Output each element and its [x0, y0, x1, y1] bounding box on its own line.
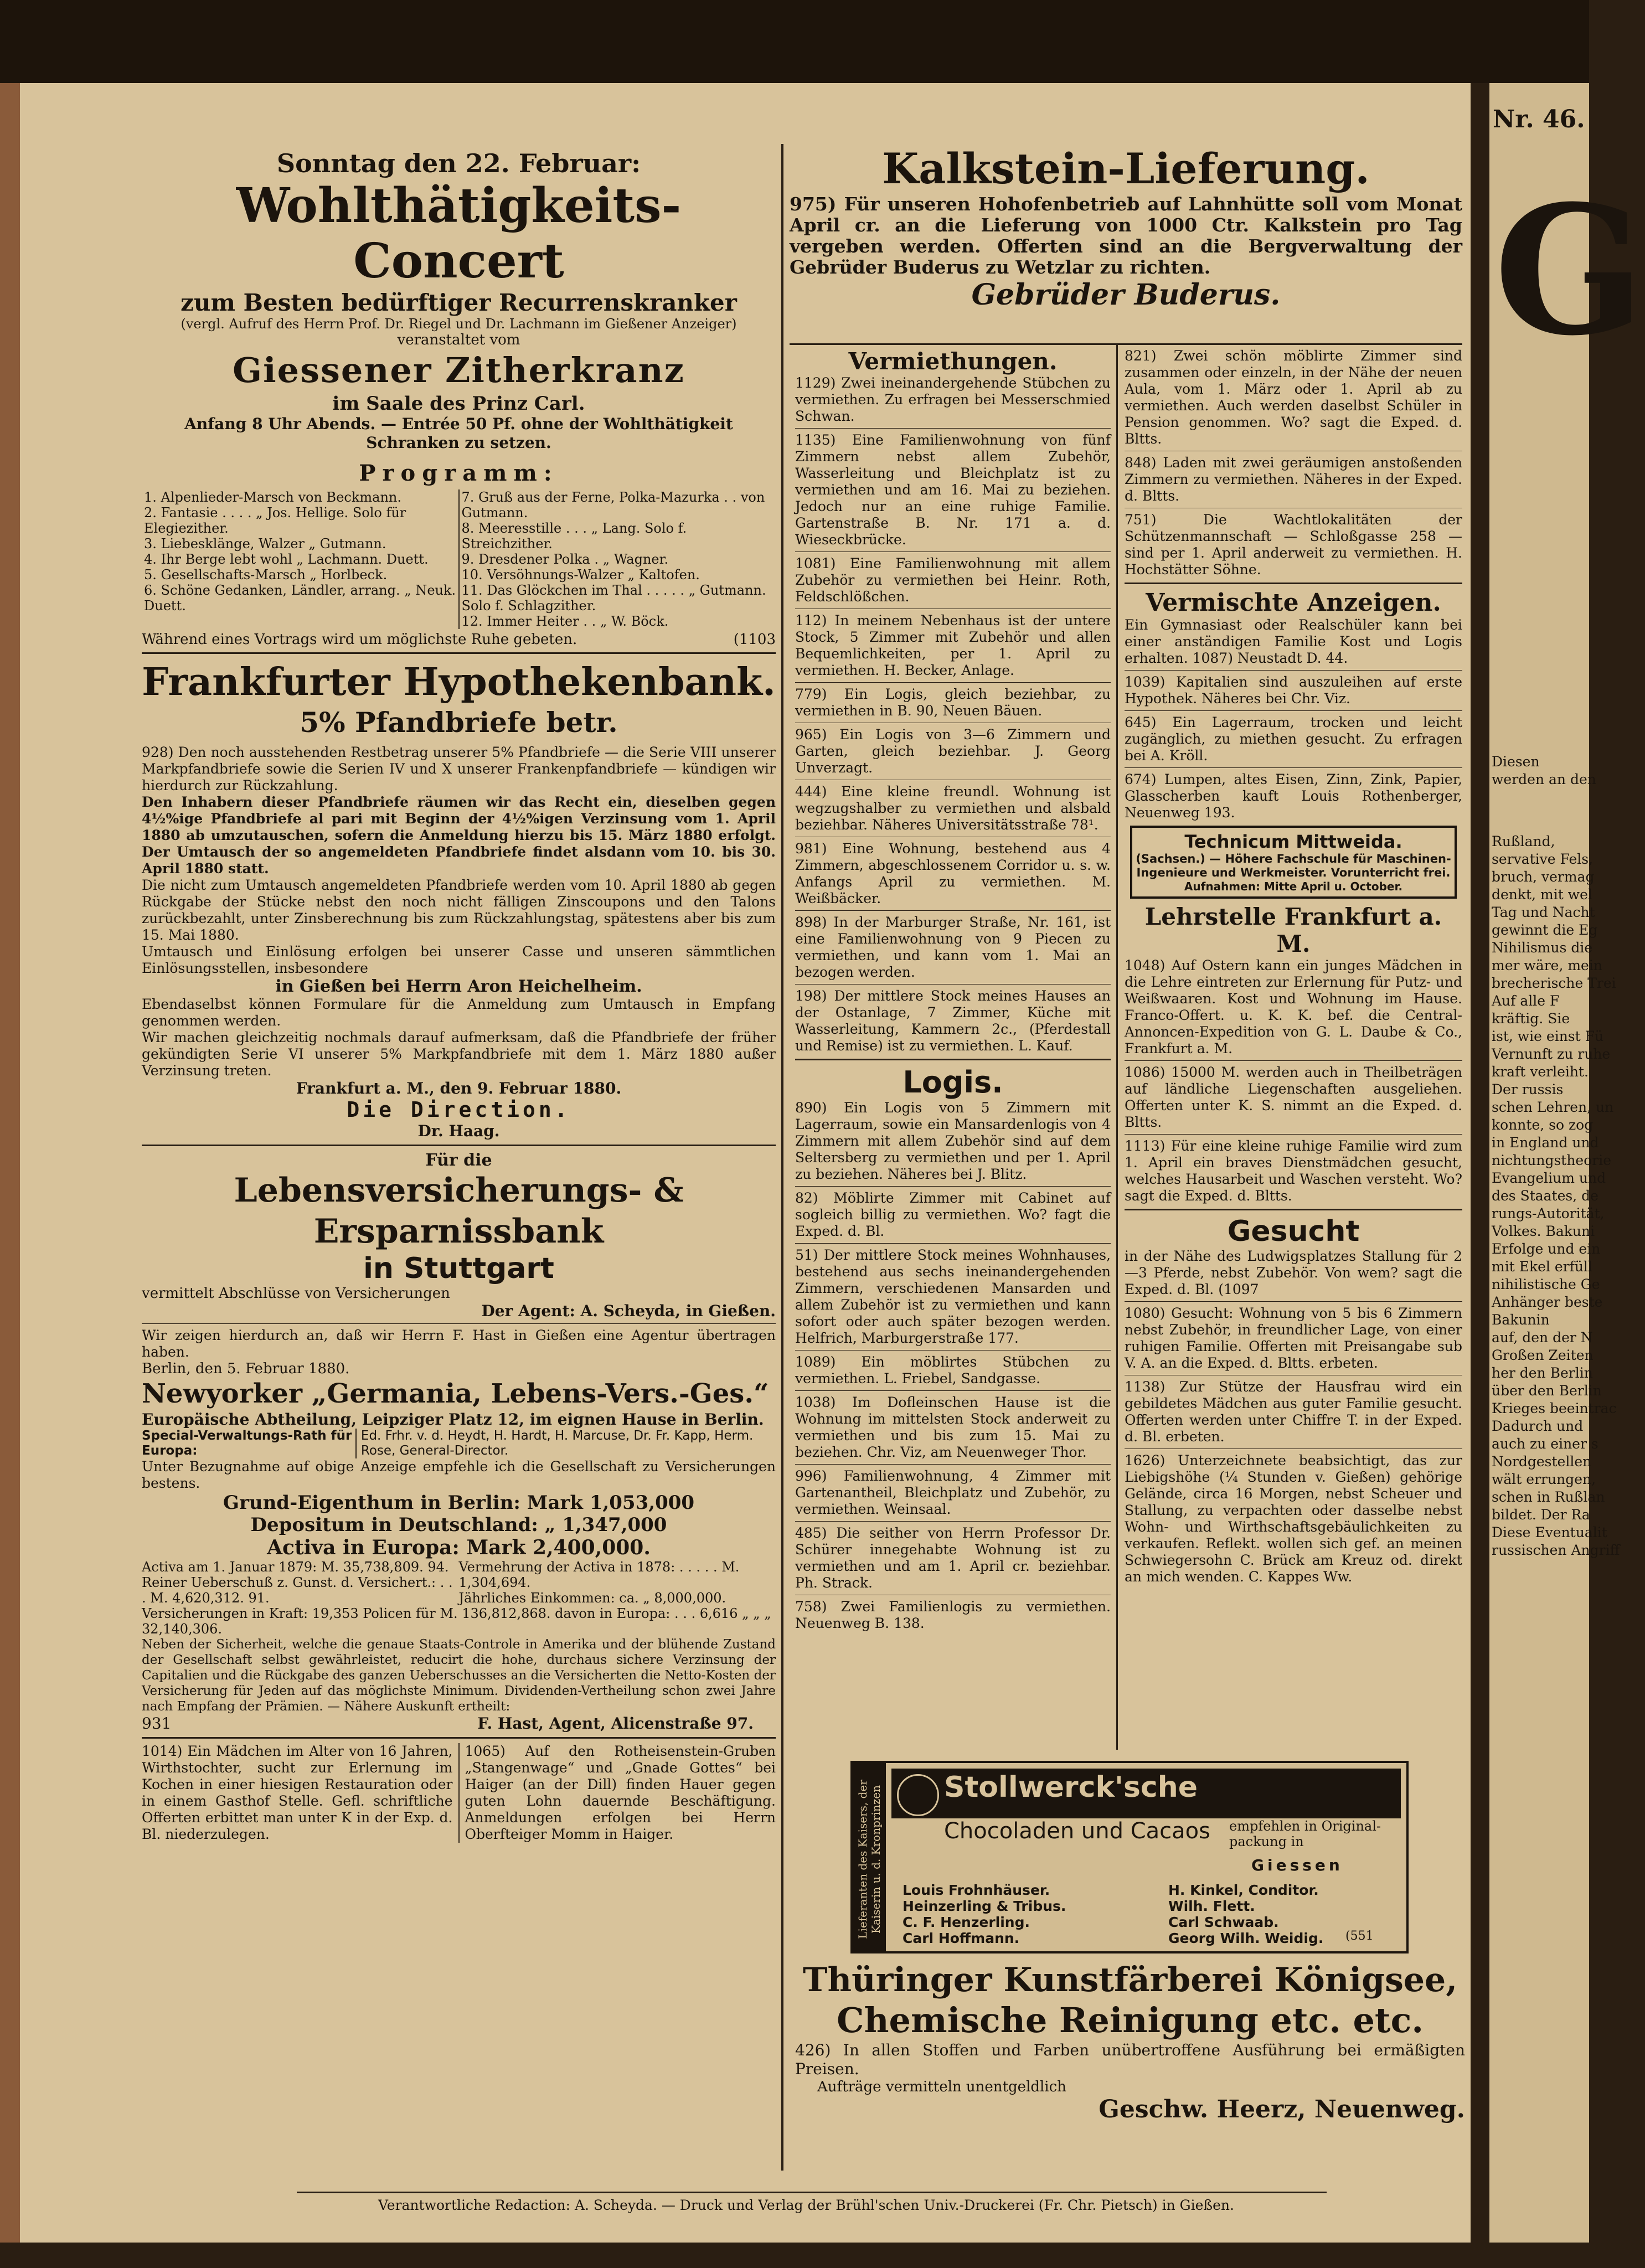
concert-date: Sonntag den 22. Februar:: [276, 148, 641, 178]
ad-item: 1113) Für eine kleine ruhige Familie wird zum 1. April ein braves Dienstmädchen gesucht, welches Hausarbeit und Waschen versteht. Wo? sagt die Exped. d. Bltts.: [1125, 1138, 1462, 1204]
dealer: Heinzerling & Tribus.: [903, 1898, 1066, 1914]
logis-title: Logis.: [903, 1065, 1003, 1100]
ad-item: 444) Eine kleine freundl. Wohnung ist wegzugshalber zu vermiethen und alsbald beziehbar. Näheres Universitätsstraße 78¹.: [795, 784, 1111, 833]
stollwerck-pack: empfehlen in Original-packung in: [1229, 1818, 1381, 1849]
ad-item: 890) Ein Logis von 5 Zimmern mit Lagerraum, sowie ein Mansardenlogis von 4 Zimmern mit allem Zubehör sind auf dem Seltersberg zu vermiethen und per 1. April zu beziehen. Näheres bei J. Blitz.: [795, 1100, 1111, 1182]
germania-aktiva: Activa in Europa: Mark 2,400,000.: [267, 1536, 651, 1559]
bank-paragraph: Ebendaselbst können Formulare für die Anmeldung zum Umtausch in Empfang genommen werden.: [142, 996, 776, 1029]
ad-item: 751) Die Wachtlokalitäten der Schützenmannschaft — Schloßgasse 258 — sind per 1. April anderweit zu vermiethen. H. Hochstätter Söhne.: [1125, 512, 1462, 578]
ad-item: 758) Zwei Familienlogis zu vermiethen. Neuenweg B. 138.: [795, 1599, 1111, 1631]
bank-dateline: Frankfurt a. M., den 9. Februar 1880.: [296, 1079, 622, 1097]
ad-girl: 1014) Ein Mädchen im Alter von 16 Jahren, Wirthstochter, sucht zur Erlernung im Kochen in einer hiesigen Restauration oder in einem Gasthof Stelle. Gefl. schriftliche Offerten erbittet man unter K in der Exp. d. Bl. niederzulegen.: [142, 1743, 460, 1843]
ad-item: 981) Eine Wohnung, bestehend aus 4 Zimmern, abgeschlossenem Corridor u. s. w. Anfangs April zu vermiethen. M. Weißbäcker.: [795, 841, 1111, 906]
divider: [1125, 1209, 1462, 1210]
column-left: [142, 144, 776, 2171]
ad-item: 1086) 15000 M. werden auch in Theilbeträgen auf ländliche Liegenschaften ausgeliehen. Offerten unter K. S. nimmt an die Exped. d. Bltts.: [1125, 1064, 1462, 1130]
bank-title: Frankfurter Hypothekenbank.: [142, 660, 776, 704]
ad-item: 848) Laden mit zwei geräumigen anstoßenden Zimmern zu vermiethen. Näheres in der Exped. d. Bltts.: [1125, 455, 1462, 504]
next-page-line: Auf alle F: [1492, 993, 1560, 1009]
germania-agent: F. Hast, Agent, Alicenstraße 97.: [477, 1714, 754, 1733]
program-left: [142, 489, 459, 629]
next-page-line: auf, den der N: [1492, 1329, 1593, 1346]
next-page-line: Nihilismus die: [1492, 940, 1593, 956]
stollwerck-product: Chocoladen und Cacaos: [944, 1818, 1210, 1844]
next-page-header: Nr. 46.: [1493, 105, 1585, 133]
bank-signature: Die Direction.: [347, 1097, 571, 1122]
ad-item: 51) Der mittlere Stock meines Wohnhauses, bestehend aus sechs ineinandergehenden Zimmern, verschiedenen Mansarden und allem Zubehör ist zu vermiethen und kann sofort oder auch später bezogen werden. Helfrich, Marburgerstraße 177.: [795, 1247, 1111, 1346]
next-page-line: Anhänger beste: [1492, 1294, 1603, 1310]
divider: [795, 1521, 1111, 1522]
program-item: 6. Schöne Gedanken, Ländler, arrang. „ Neuk. Duett.: [144, 583, 456, 614]
next-page-line: brecherische Trei: [1492, 975, 1616, 991]
ad-item: 779) Ein Logis, gleich beziehbar, zu vermiethen in B. 90, Neuen Bäuen.: [795, 686, 1111, 719]
imprint: Verantwortliche Redaction: A. Scheyda. — Druck und Verlag der Brühl'schen Univ.-Druckerei (Fr. Chr. Pietsch) in Gießen.: [378, 2197, 1234, 2213]
bank-paragraph: 928) Den noch ausstehenden Restbetrag unserer 5% Pfandbriefe — die Serie VIII unserer Markpfandbriefe sowie die Serien IV und X unserer Frankenpfandbriefe — kündigen wir hierdurch zur Rückzahlung.: [142, 744, 776, 793]
next-page-line: in England und: [1492, 1135, 1599, 1151]
thueringer-text: 426) In allen Stoffen und Farben unübertroffene Ausführung bei ermäßigten Preisen.: [795, 2041, 1465, 2078]
next-page-line: nichtungstheorie: [1492, 1152, 1612, 1168]
next-page-line: Tag und Nacht: [1492, 904, 1595, 920]
next-page-line: Erfolge und ein: [1492, 1241, 1601, 1257]
program-item: 12. Immer Heiter . . „ W. Böck.: [461, 614, 669, 629]
insurance-city: in Stuttgart: [363, 1252, 554, 1285]
dealer: Carl Schwaab.: [1168, 1914, 1279, 1930]
divider: [795, 1464, 1111, 1465]
next-page-line: mer wäre, mein: [1492, 957, 1602, 973]
germania-council: [142, 1429, 776, 1458]
ad-item: 485) Die seither von Herrn Professor Dr. Schürer innegehabte Wohnung ist zu vermiethen und am 1. April cr. beziehbar. Ph. Strack.: [795, 1525, 1111, 1591]
insurance-date: Berlin, den 5. Februar 1880.: [142, 1360, 350, 1377]
divider: [790, 343, 1462, 345]
ad-item: 198) Der mittlere Stock meines Hauses an der Ostanlage, 7 Zimmer, Küche mit Wasserleitung, Kammern 2c., (Pferdestall und Remise) ist zu vermiethen. L. Kauf.: [795, 988, 1111, 1054]
bank-signer: Dr. Haag.: [417, 1122, 500, 1140]
closing-text: Während eines Vortrags wird um möglichste Ruhe gebeten.: [142, 631, 577, 648]
germania-agent-line: [142, 1714, 776, 1733]
divider: [142, 652, 776, 654]
bank-paragraph: Wir machen gleichzeitig nochmals darauf aufmerksam, daß die Pfandbriefe der früher gekündigten Serie VI unserer 5% Markpfandbriefe mit dem 1. März 1880 außer Verzinsung treten.: [142, 1029, 776, 1079]
dealer: Georg Wilh. Weidig.: [1168, 1930, 1324, 1946]
column-middle: [795, 348, 1111, 1749]
column-rule: [781, 144, 783, 2171]
next-page-line: über den Berlin: [1492, 1383, 1602, 1399]
stollwerck-city: Giessen: [1251, 1856, 1343, 1874]
ad-item: 1081) Eine Familienwohnung mit allem Zubehör zu vermiethen bei Heinr. Roth, Feldschlößchen.: [795, 555, 1111, 605]
next-page-line: her den Berlin: [1492, 1365, 1593, 1381]
germania-title: Newyorker „Germania, Lebens-Vers.-Ges.“: [142, 1378, 769, 1409]
divider: [142, 1737, 776, 1739]
next-page-line: Volkes. Bakuni: [1492, 1223, 1595, 1239]
scan-left-edge: [0, 83, 20, 2243]
thueringer-text2: Aufträge vermitteln unentgeldlich: [817, 2079, 1066, 2095]
next-page-line: des Staates, de: [1492, 1188, 1598, 1204]
ad-item: 1135) Eine Familienwohnung von fünf Zimmern nebst allem Zubehör, Wasserleitung und Bleichplatz ist zu vermiethen und am 16. Mai zu beziehen. Jedoch nur an eine ruhige Familie. Gartenstraße B. Nr. 171 a. d. Wieseckbrücke.: [795, 432, 1111, 548]
ad-item: 674) Lumpen, altes Eisen, Zinn, Zink, Papier, Glasscherben kauft Louis Rothenberger, Neuenweg 193.: [1125, 771, 1462, 821]
concert-org: Giessener Zitherkranz: [233, 350, 685, 390]
newspaper-page: [20, 83, 1471, 2243]
ad-number: (1103: [733, 631, 776, 648]
next-page-line: Nordgestellen: [1492, 1453, 1592, 1470]
verm-title: Vermiethungen.: [848, 348, 1058, 375]
footer-rule: [297, 2192, 1327, 2193]
next-page-line: Großen Zeiten: [1492, 1347, 1594, 1363]
ad-number: 931: [142, 1714, 172, 1733]
decorative-initial: G: [1494, 167, 1645, 375]
next-page-line: konnte, so zog: [1492, 1117, 1594, 1133]
next-page-line: denkt, mit wel: [1492, 886, 1592, 903]
technikum-title: Technicum Mittweida.: [1184, 831, 1402, 852]
bank-place: in Gießen bei Herrn Aron Heichelheim.: [275, 977, 642, 996]
next-page-line: Dadurch und: [1492, 1418, 1584, 1434]
divider: [795, 1350, 1111, 1351]
program-item: 1. Alpenlieder-Marsch von Beckmann.: [144, 489, 401, 505]
divider: [795, 551, 1111, 552]
insurance-paragraph: Wir zeigen hierdurch an, daß wir Herrn F. Hast in Gießen eine Agentur übertragen haben.: [142, 1327, 776, 1360]
ad-item: 1048) Auf Ostern kann ein junges Mädchen in die Lehre eintreten zur Erlernung für Putz- und Weißwaaren. Kost und Wohnung im Hause. Franco-Offert. u. K. K. bef. die Central-Annoncen-Expedition von G. L. Daube & Co., Frankfurt a. M.: [1125, 957, 1462, 1056]
next-page-line: Vernunft zu ruhe: [1492, 1046, 1611, 1062]
divider: [795, 1059, 1111, 1060]
dealer: H. Kinkel, Conditor.: [1168, 1882, 1319, 1898]
stollwerck-brand: Stollwerck'sche: [944, 1771, 1198, 1804]
ad-item: 1626) Unterzeichnete beabsichtigt, das zur Liebigshöhe (¼ Stunden v. Gießen) gehörige Gelände, circa 16 Morgen, nebst Scheuer und Stallung, zu verpachten oder dasselbe nebst Wohn- und Wirthschaftsgebäulichkeiten zu verkaufen. Reflekt. wollen sich gef. an meinen Schwiegersohn C. Brück am Kreuz od. direkt an mich wenden. C. Kappes Ww.: [1125, 1452, 1462, 1585]
divider: [795, 428, 1111, 429]
concert-note: (vergl. Aufruf des Herrn Prof. Dr. Riegel und Dr. Lachmann im Gießener Anzeiger): [181, 316, 737, 332]
council-label: Special-Verwaltungs-Rath für Europa:: [142, 1429, 352, 1458]
stollwerck-dealers-right: [1168, 1882, 1323, 1946]
ad-item: 82) Möblirte Zimmer mit Cabinet auf sogleich billig zu vermiethen. Wo? fagt die Exped. d. Bl.: [795, 1190, 1111, 1239]
concert-by: veranstaltet vom: [397, 332, 520, 348]
program-item: 3. Liebesklänge, Walzer „ Gutmann.: [144, 536, 386, 551]
divider: [795, 1243, 1111, 1244]
stollwerck-side-text: Lieferanten des Kaisers, der Kaiserin u. d. Kronprinzen: [856, 1780, 883, 1939]
thueringer-subtitle: Chemische Reinigung etc. etc.: [837, 2000, 1424, 2040]
insurance-pre: Für die: [425, 1151, 492, 1170]
concert-entry: Anfang 8 Uhr Abends. — Entrée 50 Pf. ohne der Wohlthätigkeit Schranken zu setzen.: [184, 415, 733, 452]
ad-item: 1138) Zur Stütze der Hausfrau wird ein gebildetes Mädchen aus guter Familie gesucht. Offerten werden unter Chiffre T. in der Exped. d. Bl. erbeten.: [1125, 1379, 1462, 1445]
divider: [142, 1145, 776, 1146]
next-page-line: bildet. Der Ra: [1492, 1507, 1590, 1523]
column-right: [1125, 348, 1462, 1749]
insurance-agent: Der Agent: A. Scheyda, in Gießen.: [481, 1302, 776, 1320]
program-item: 2. Fantasie . . . . „ Jos. Hellige. Solo für Elegiezither.: [144, 505, 406, 536]
germania-europa: Europäische Abtheilung, Leipziger Platz 12, im eignen Hause in Berlin.: [142, 1410, 764, 1429]
bank-paragraph: Den Inhabern dieser Pfandbriefe räumen wir das Recht ein, dieselben gegen 4½%ige Pfandbriefe al pari mit Beginn der 4½%igen Verzinsung vom 1. April 1880 ab umzutauschen, sofern die Anmeldung hierzu bis 15. März 1880 erfolgt. Der Umtausch der so angemeldeten Pfandbriefe findet alsdann vom 10. bis 30. April 1880 statt.: [142, 794, 776, 877]
thueringer-signature: Geschw. Heerz, Neuenweg.: [1099, 2095, 1465, 2123]
thueringer-title: Thüringer Kunstfärberei Königsee,: [802, 1961, 1458, 1999]
next-page-line: schen in Rußlan: [1492, 1489, 1605, 1505]
ad-item: 112) In meinem Nebenhaus ist der untere Stock, 5 Zimmer mit Zubehör und allen Bequemlichkeiten, per 1. April zu vermiethen. H. Becker, Anlage.: [795, 612, 1111, 678]
kalk-title: Kalkstein-Lieferung.: [882, 144, 1370, 193]
next-page-line: wält errungen,: [1492, 1471, 1596, 1487]
ad-number: (551: [1345, 1929, 1374, 1943]
technikum-ad: [1130, 826, 1457, 899]
program-item: 7. Gruß aus der Ferne, Polka-Mazurka . . von Gutmann.: [461, 489, 765, 520]
germania-depot: Depositum in Deutschland: „ 1,347,000: [250, 1514, 667, 1536]
next-page-line: Evangelium und: [1492, 1170, 1606, 1186]
concert-closing: [142, 631, 776, 648]
divider: [1125, 710, 1462, 711]
program-item: 10. Versöhnungs-Walzer „ Kaltofen.: [461, 567, 700, 583]
next-page-line: Diese Eventualit: [1492, 1524, 1607, 1540]
ad-item: in der Nähe des Ludwigsplatzes Stallung für 2—3 Pferde, nebst Zubehör. Von wem? sagt die Exped. d. Bl. (1097: [1125, 1248, 1462, 1297]
germania-paragraph: Unter Bezugnahme auf obige Anzeige empfehle ich die Gesellschaft zu Versicherungen bestens.: [142, 1458, 776, 1491]
technikum-line: (Sachsen.) — Höhere Fachschule für Maschinen-Ingenieure und Werkmeister. Vorunterricht frei.: [1136, 852, 1451, 879]
divider: [795, 682, 1111, 683]
figure-row: Reiner Ueberschuß z. Gunst. d. Versichert.: . . . M. 4,620,312. 91.: [142, 1575, 453, 1606]
divider: [1125, 583, 1462, 584]
next-page-line: Der russis: [1492, 1081, 1564, 1097]
insurance-title: Lebensversicherungs- & Ersparnissbank: [234, 1171, 684, 1251]
kalk-signature: Gebrüder Buderus.: [971, 278, 1281, 312]
thueringer-ad: [795, 1960, 1465, 2182]
dealer: Carl Hoffmann.: [903, 1930, 1020, 1946]
lehrstelle-title: Lehrstelle Frankfurt a. M.: [1144, 903, 1442, 957]
next-page-line: Krieges beeintrac: [1492, 1400, 1617, 1416]
next-page-line: ist, wie einst Fü: [1492, 1028, 1604, 1044]
ad-item: 1038) Im Dofleinschen Hause ist die Wohnung im mittelsten Stock anderweit zu vermiethen und bis zum 15. Mai zu beziehen. Chr. Viz, am Neuenweger Thor.: [795, 1394, 1111, 1460]
germania-policies: Versicherungen in Kraft: 19,353 Policen für M. 136,812,868. davon in Europa: . . . 6,616 „ „ „ 32,140,306.: [142, 1606, 771, 1637]
next-page-text: [1492, 753, 1620, 1559]
scan-top-edge: [0, 0, 1589, 83]
concert-title: Wohlthätigkeits-Concert: [236, 178, 682, 289]
bank-paragraph: Umtausch und Einlösung erfolgen bei unserer Casse und unseren sämmtlichen Einlösungsstellen, insbesondere: [142, 944, 776, 976]
program-item: 8. Meeresstille . . . „ Lang. Solo f. Streichzither.: [461, 520, 687, 551]
concert-subtitle: zum Besten bedürftiger Recurrenskranker: [181, 289, 737, 316]
program-item: 9. Dresdener Polka . „ Wagner.: [461, 551, 669, 567]
next-page-line: Diesen: [1492, 754, 1540, 770]
insurance-line: vermittelt Abschlüsse von Versicherungen: [142, 1285, 450, 1302]
program-item: 4. Ihr Berge lebt wohl „ Lachmann. Duett.: [144, 551, 429, 567]
figures-right: [459, 1559, 776, 1606]
figure-row: Jährliches Einkommen: ca. „ 8,000,000.: [458, 1590, 726, 1606]
program-right: [459, 489, 776, 629]
divider: [795, 1186, 1111, 1187]
divider: [795, 910, 1111, 911]
figure-row: Activa am 1. Januar 1879: M. 35,738,809. 94.: [142, 1559, 449, 1575]
ad-item: 821) Zwei schön möblirte Zimmer sind zusammen oder einzeln, in der Nähe der neuen Aula, vom 1. März oder 1. April ab zu vermiethen. Auch werden daselbst Schüler in Pension genommen. Wo? sagt die Exped. d. Bltts.: [1125, 348, 1462, 447]
dealer: C. F. Henzerling.: [903, 1914, 1030, 1930]
divider: [1125, 1060, 1462, 1061]
next-page-edge: [1489, 83, 1645, 2243]
divider: [1125, 1134, 1462, 1135]
program-table: [142, 489, 776, 629]
vermischte-title: Vermischte Anzeigen.: [1146, 589, 1441, 617]
stollwerck-dealers-left: [903, 1882, 1066, 1946]
next-page-line: schen Lehren, un: [1492, 1099, 1614, 1115]
next-page-line: servative Fels,: [1492, 851, 1594, 867]
figures-left: [142, 1559, 459, 1606]
stollwerck-ad: [850, 1761, 1409, 1953]
germania-grund: Grund-Eigenthum in Berlin: Mark 1,053,000: [223, 1492, 695, 1514]
next-page-line: werden an den: [1492, 771, 1596, 787]
next-page-line: auch zu einer s: [1492, 1436, 1598, 1452]
next-page-line: kraft verleiht.: [1492, 1064, 1589, 1080]
technikum-line: Aufnahmen: Mitte April u. October.: [1184, 880, 1403, 893]
divider: [142, 1323, 776, 1324]
program-title: Programm:: [359, 460, 559, 486]
bottom-ads: [142, 1743, 776, 1843]
council-names: Ed. Frhr. v. d. Heydt, H. Hardt, H. Marcuse, Dr. Fr. Kapp, Herm. Rose, General-Director.: [355, 1429, 776, 1458]
kalk-ad: [790, 144, 1462, 343]
next-page-line: bruch, vermag: [1492, 869, 1595, 885]
next-page-line: mit Ekel erfüll: [1492, 1259, 1592, 1275]
dealer: Louis Frohnhäuser.: [903, 1882, 1050, 1898]
ad-item: 1080) Gesucht: Wohnung von 5 bis 6 Zimmern nebst Zubehör, in freundlicher Lage, von einer ruhigen Familie. Offerten mit Preisangabe sub V. A. an die Exped. d. Bltts. erbeten.: [1125, 1305, 1462, 1371]
next-page-line: kräftig. Sie: [1492, 1011, 1570, 1027]
bank-subtitle: 5% Pfandbriefe betr.: [300, 706, 618, 739]
ad-item: 645) Ein Lagerraum, trocken und leicht zugänglich, zu miethen gesucht. Zu erfragen bei A. Kröll.: [1125, 714, 1462, 764]
ad-item: Ein Gymnasiast oder Realschüler kann bei einer anständigen Familie Kost und Logis erhalten. 1087) Neustadt D. 44.: [1125, 617, 1462, 666]
ad-item: 1089) Ein möblirtes Stübchen zu vermiethen. L. Friebel, Sandgasse.: [795, 1354, 1111, 1386]
ad-item: 965) Ein Logis von 3—6 Zimmern und Garten, gleich beziehbar. J. Georg Unverzagt.: [795, 726, 1111, 776]
crest-icon: [897, 1774, 939, 1816]
gesucht-title: Gesucht: [1227, 1215, 1360, 1248]
ad-item: 898) In der Marburger Straße, Nr. 161, ist eine Familienwohnung von 9 Piecen zu vermiethen, und kann vom 1. Mai an bezogen werden.: [795, 914, 1111, 980]
divider: [795, 1390, 1111, 1391]
germania-figures: [142, 1559, 776, 1606]
bank-paragraph: Die nicht zum Umtausch angemeldeten Pfandbriefe werden vom 10. April 1880 ab gegen Rückgabe der Stücke nebst den noch nicht fälligen Zinscoupons und den Talons zurückbezahlt, unter Zinsberechnung bis zum Rückzahlungstag, spätestens aber bis zum 15. Mai 1880.: [142, 877, 776, 943]
column-rule: [1116, 343, 1118, 1750]
dealer: Wilh. Flett.: [1168, 1898, 1255, 1914]
divider: [1125, 767, 1462, 768]
next-page-line: rungs-Autorität,: [1492, 1205, 1605, 1221]
next-page-line: gewinnt die Eg: [1492, 922, 1598, 938]
divider: [1125, 670, 1462, 671]
next-page-line: nihilistische Ge: [1492, 1276, 1600, 1292]
next-page-line: russischen Angriff: [1492, 1542, 1620, 1558]
kalk-text: 975) Für unseren Hohofenbetrieb auf Lahnhütte soll vom Monat April cr. an die Lieferung von 1000 Ctr. Kalkstein pro Tag vergeben werden. Offerten sind an die Bergverwaltung der Gebrüder Buderus zu Wetzlar zu richten.: [790, 193, 1462, 278]
figure-row: Vermehrung der Activa in 1878: . . . . . M. 1,304,694.: [458, 1559, 740, 1590]
germania-paragraph: Neben der Sicherheit, welche die genaue Staats-Controle in Amerika und der blühende Zustand der Gesellschaft selbst gewährleistet, reducirt die hohe, durchaus sichere Verzinsung der Capitalien und die Rückgabe des ganzen Ueberschusses an die Versicherten die Netto-Kosten der Versicherung für Jeden auf das möglichste Minimum. Dividenden-Vertheilung schon zwei Jahre nach Empfang der Prämien. — Nähere Auskunft ertheilt:: [142, 1637, 776, 1714]
next-page-line: Rußland,: [1492, 833, 1555, 849]
next-page-line: Bakunin: [1492, 1312, 1550, 1328]
program-item: 11. Das Glöckchen im Thal . . . . . „ Gutmann. Solo f. Schlagzither.: [461, 583, 766, 614]
ad-mines: 1065) Auf den Rotheisenstein-Gruben „Stangenwage“ und „Gnade Gottes“ bei Haiger (an der Dill) finden Hauer gegen guten Lohn dauernde Beschäftigung. Anmeldungen erfolgen bei Herrn Oberfteiger Momm in Haiger.: [465, 1743, 776, 1842]
ad-item: 1129) Zwei ineinandergehende Stübchen zu vermiethen. Zu erfragen bei Messerschmied Schwan.: [795, 375, 1111, 424]
concert-venue: im Saale des Prinz Carl.: [332, 393, 585, 415]
ad-item: 996) Familienwohnung, 4 Zimmer mit Gartenantheil, Bleichplatz und Zubehör, zu vermiethen. Weinsaal.: [795, 1468, 1111, 1517]
ad-item: 1039) Kapitalien sind auszuleihen auf erste Hypothek. Näheres bei Chr. Viz.: [1125, 674, 1462, 707]
program-item: 5. Gesellschafts-Marsch „ Horlbeck.: [144, 567, 388, 583]
divider: [1125, 1301, 1462, 1302]
